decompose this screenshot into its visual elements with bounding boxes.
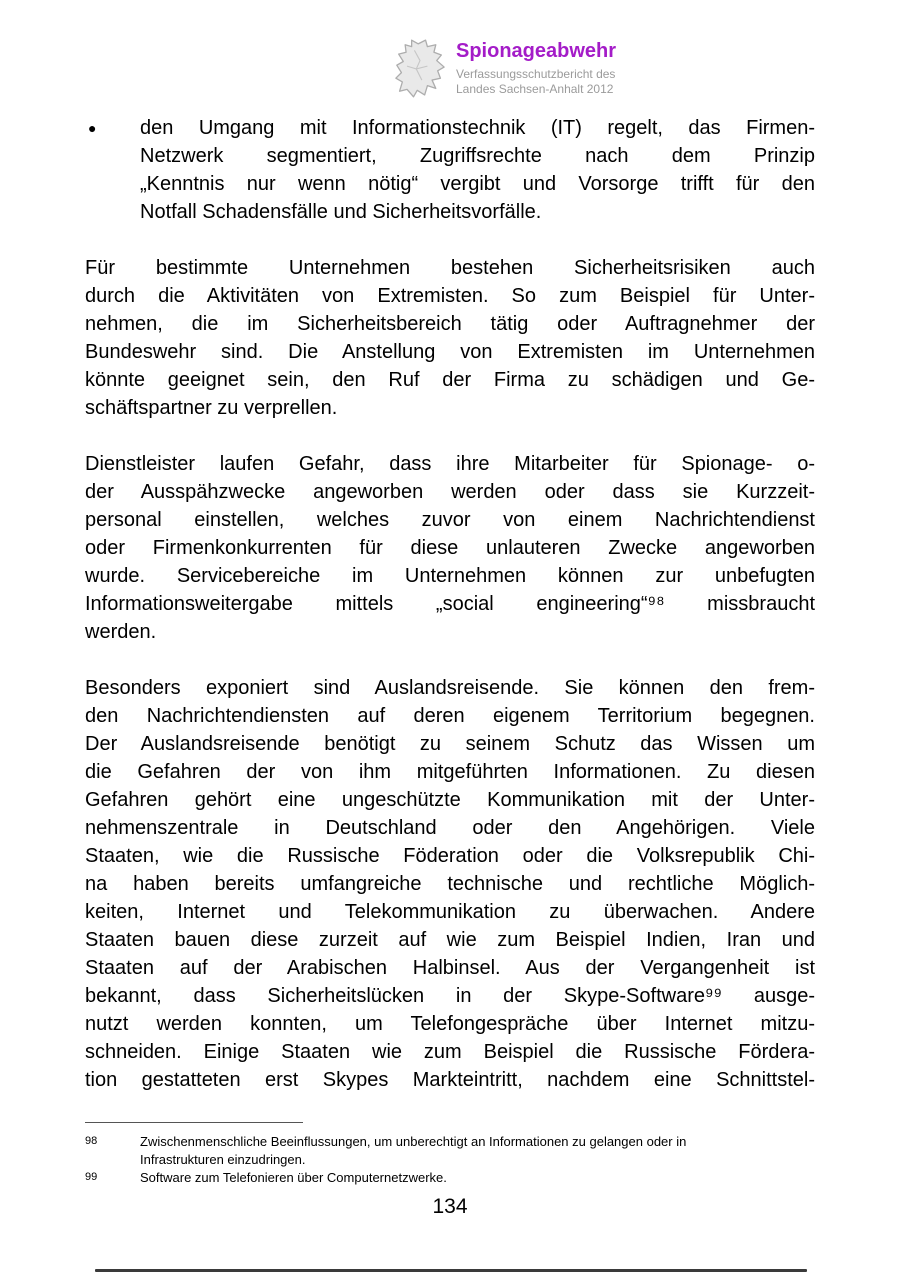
text-line: die Gefahren der von ihm mitgeführten Informationen. Zu diesen [85,761,815,783]
report-subtitle-line1: Verfassungsschutzbericht des [456,66,616,81]
text-line: durch die Aktivitäten von Extremisten. So zum Beispiel für Unter- [85,285,815,307]
page-footer [0,1122,900,1219]
text-line: keiten, Internet und Telekommunikation zu überwachen. Andere [85,901,815,923]
footnote-marker: 99 [85,1171,98,1183]
report-subtitle-line2: Landes Sachsen-Anhalt 2012 [456,81,614,96]
text-line: Staaten auf der Arabischen Halbinsel. Aus der Vergangenheit ist [85,957,815,979]
text-line: Der Auslandsreisende benötigt zu seinem Schutz das Wissen um [85,733,815,755]
text-line: Zwischenmenschliche Beeinflussungen, um unberechtigt an Informationen zu gelangen oder in [140,1134,687,1149]
bullet-list-item [85,114,815,226]
footnote [85,1133,815,1169]
footnote-separator [85,1122,303,1123]
text-line: den Nachrichtendiensten auf deren eigenem Territorium begegnen. [85,705,815,727]
text-line: Besonders exponiert sind Auslandsreisende. Sie können den frem- [85,677,815,699]
text-line: na haben bereits umfangreiche technische und rechtliche Möglich- [85,873,815,895]
footnote [85,1169,815,1187]
paragraph [85,254,815,422]
page-body [85,114,815,1094]
text-line: Software zum Telefonieren über Computernetzwerke. [140,1170,447,1185]
text-line: Informationsweitergabe mittels „social engineering“⁹⁸ missbraucht [85,593,815,615]
text-line: nehmenszentrale in Deutschland oder den Angehörigen. Viele [85,817,815,839]
bullet-item-text [140,114,815,226]
sachsen-anhalt-map-logo-icon [394,36,446,100]
text-line: schäftspartner zu verprellen. [85,397,338,419]
text-line: tion gestatteten erst Skypes Markteintritt, nachdem eine Schnittstel- [85,1069,815,1091]
footnotes-section [85,1133,815,1187]
text-line: „Kenntnis nur wenn nötig“ vergibt und Vorsorge trifft für den [140,173,815,195]
text-line: Bundeswehr sind. Die Anstellung von Extremisten im Unternehmen [85,341,815,363]
text-line: Notfall Schadensfälle und Sicherheitsvorfälle. [140,201,542,223]
text-line: Staaten, wie die Russische Föderation oder die Volksrepublik Chi- [85,845,815,867]
page-header [394,36,900,100]
text-line: wurde. Servicebereiche im Unternehmen können zur unbefugten [85,565,815,587]
text-line: oder Firmenkonkurrenten für diese unlauteren Zwecke angeworben [85,537,815,559]
text-line: nehmen, die im Sicherheitsbereich tätig oder Auftragnehmer der [85,313,815,335]
paragraph [85,674,815,1094]
text-line: werden. [85,621,157,643]
text-line: Staaten bauen diese zurzeit auf wie zum Beispiel Indien, Iran und [85,929,815,951]
header-text-block [456,40,616,97]
text-line: der Ausspähzwecke angeworben werden oder dass sie Kurzzeit- [85,481,815,503]
text-line: schneiden. Einige Staaten wie zum Beispiel die Russische Fördera- [85,1041,815,1063]
report-section-title: Spionageabwehr [456,39,617,62]
text-line: Für bestimmte Unternehmen bestehen Sicherheitsrisiken auch [85,257,815,279]
text-line: bekannt, dass Sicherheitslücken in der Skype-Software⁹⁹ ausge- [85,985,815,1007]
footnote-marker: 98 [85,1135,98,1147]
footnote-text [140,1133,815,1169]
text-line: Infrastrukturen einzudringen. [140,1152,306,1167]
text-line: personal einstellen, welches zuvor von einem Nachrichtendienst [85,509,815,531]
text-line: Dienstleister laufen Gefahr, dass ihre Mitarbeiter für Spionage- o- [85,453,815,475]
footnote-text [140,1169,815,1187]
text-line: könnte geeignet sein, den Ruf der Firma zu schädigen und Ge- [85,369,815,391]
text-line: den Umgang mit Informationstechnik (IT) regelt, das Firmen- [140,117,815,139]
text-line: Netzwerk segmentiert, Zugriffsrechte nach dem Prinzip [140,145,815,167]
text-line: Gefahren gehört eine ungeschützte Kommunikation mit der Unter- [85,789,815,811]
text-line: nutzt werden konnten, um Telefongespräche über Internet mitzu- [85,1013,815,1035]
bullet-marker: ● [88,120,97,136]
page-number: 134 [432,1195,468,1218]
paragraph [85,450,815,646]
